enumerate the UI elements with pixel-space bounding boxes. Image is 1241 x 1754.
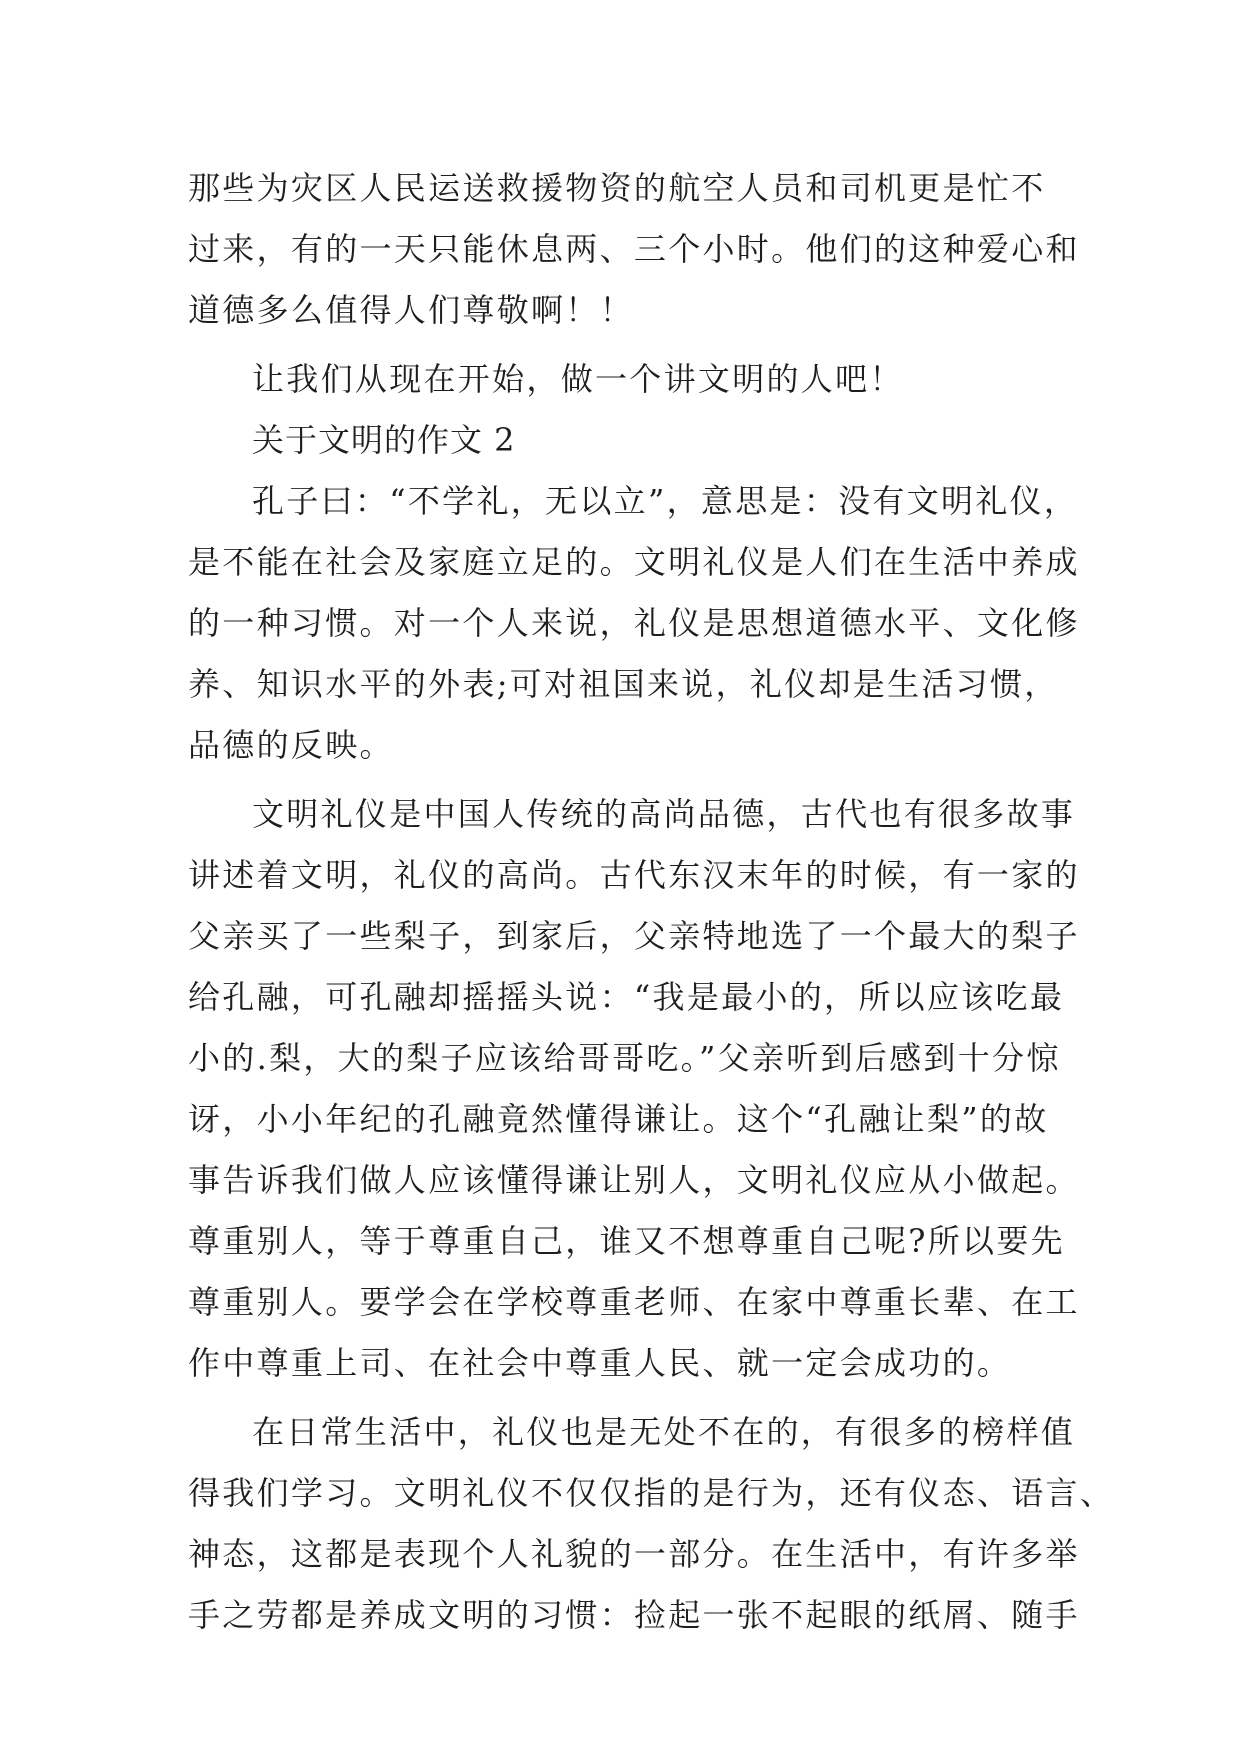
text-line: 事告诉我们做人应该懂得谦让别人，文明礼仪应从小做起。 bbox=[188, 1161, 1080, 1199]
text-line: 神态，这都是表现个人礼貌的一部分。在生活中，有许多举 bbox=[188, 1535, 1080, 1573]
text-line: 文明礼仪是中国人传统的高尚品德，古代也有很多故事 bbox=[252, 795, 1076, 833]
text-line: 手之劳都是养成文明的习惯：捡起一张不起眼的纸屑、随手 bbox=[188, 1596, 1080, 1634]
text-line: 是不能在社会及家庭立足的。文明礼仪是人们在生活中养成 bbox=[188, 543, 1080, 581]
text-line: 尊重别人。要学会在学校尊重老师、在家中尊重长辈、在工 bbox=[188, 1283, 1080, 1321]
text-line: 品德的反映。 bbox=[188, 726, 394, 764]
text-line: 养、知识水平的外表;可对祖国来说，礼仪却是生活习惯， bbox=[188, 665, 1059, 703]
section-heading: 关于文明的作文 2 bbox=[252, 421, 516, 459]
text-line: 父亲买了一些梨子，到家后，父亲特地选了一个最大的梨子 bbox=[188, 917, 1080, 955]
text-line: 让我们从现在开始，做一个讲文明的人吧！ bbox=[252, 360, 904, 398]
text-line: 过来，有的一天只能休息两、三个小时。他们的这种爱心和 bbox=[188, 230, 1080, 268]
text-line: 尊重别人，等于尊重自己，谁又不想尊重自己呢?所以要先 bbox=[188, 1222, 1065, 1260]
text-line: 讶，小小年纪的孔融竟然懂得谦让。这个“孔融让梨”的故 bbox=[188, 1100, 1049, 1138]
text-line: 给孔融，可孔融却摇摇头说：“我是最小的，所以应该吃最 bbox=[188, 978, 1065, 1016]
text-line: 讲述着文明，礼仪的高尚。古代东汉末年的时候，有一家的 bbox=[188, 856, 1080, 894]
document-body bbox=[188, 158, 1115, 1646]
text-line: 孔子曰：“不学礼，无以立”，意思是：没有文明礼仪， bbox=[252, 482, 1079, 520]
text-line: 得我们学习。文明礼仪不仅仅指的是行为，还有仪态、语言、 bbox=[188, 1474, 1115, 1512]
text-line: 在日常生活中，礼仪也是无处不在的，有很多的榜样值 bbox=[252, 1413, 1076, 1451]
text-line: 小的.梨，大的梨子应该给哥哥吃。”父亲听到后感到十分惊 bbox=[188, 1039, 1061, 1077]
text-line: 作中尊重上司、在社会中尊重人民、就一定会成功的。 bbox=[188, 1344, 1012, 1382]
text-line: 的一种习惯。对一个人来说，礼仪是思想道德水平、文化修 bbox=[188, 604, 1080, 642]
text-line: 道德多么值得人们尊敬啊！！ bbox=[188, 291, 634, 329]
text-line: 那些为灾区人民运送救援物资的航空人员和司机更是忙不 bbox=[188, 169, 1046, 207]
